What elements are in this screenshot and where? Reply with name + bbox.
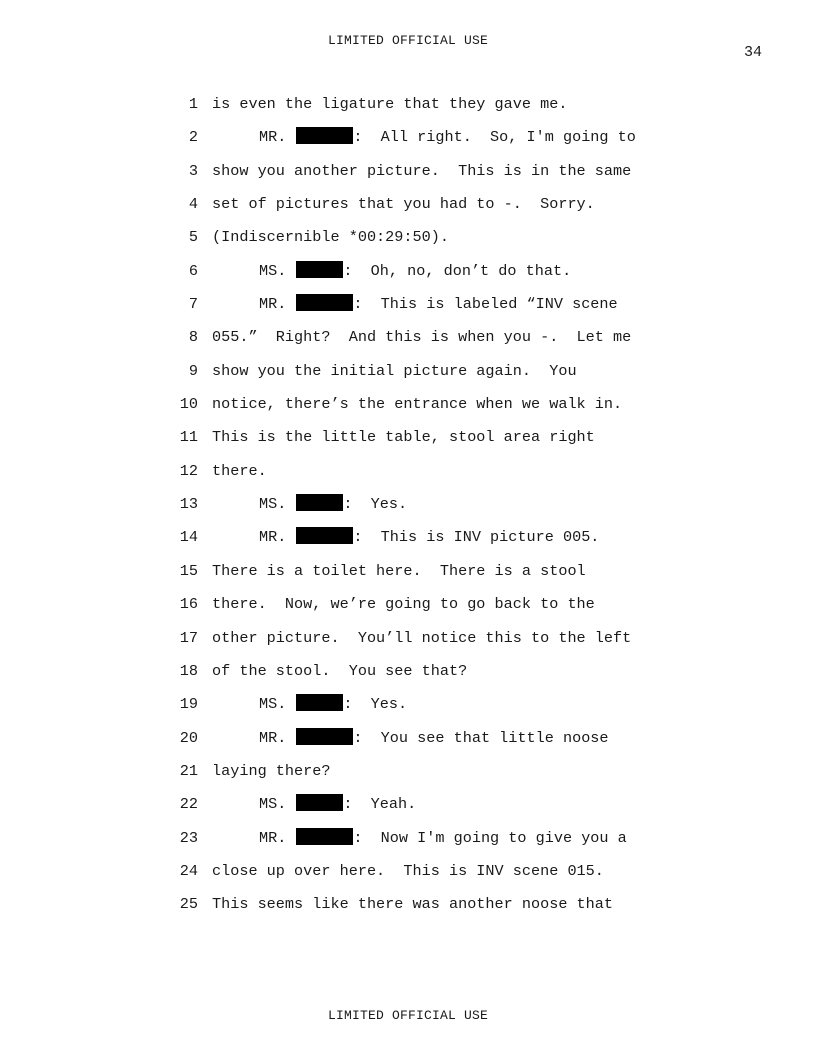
transcript-line: [0, 627, 816, 660]
line-number: 1: [188, 95, 198, 113]
speaker-label: MS.: [259, 261, 287, 280]
transcript-line: [0, 793, 816, 826]
page-number: 34: [743, 44, 762, 61]
line-content: : This is labeled “INV scene: [353, 295, 618, 314]
line-text: [259, 260, 571, 282]
line-number: 5: [188, 228, 198, 247]
line-content: This is the little table, stool area right: [212, 428, 595, 447]
transcript-line: [0, 226, 816, 259]
line-text: [212, 326, 631, 348]
speaker-label: MS.: [259, 695, 287, 714]
line-number: 18: [179, 661, 198, 680]
line-content: show you another picture. This is in the same: [212, 161, 632, 180]
speaker-label: MR.: [259, 828, 287, 847]
redaction-box: [296, 728, 353, 745]
transcript-line: [0, 160, 816, 193]
transcript-line: [0, 493, 816, 526]
transcript-line: [0, 893, 816, 926]
line-text: [212, 93, 567, 115]
transcript-line: [0, 260, 816, 293]
line-text: [212, 193, 595, 215]
speaker-label: MS.: [259, 495, 287, 514]
transcript-line: [0, 827, 816, 860]
speaker-label: MR.: [259, 528, 287, 547]
line-content: notice, there’s the entrance when we walk in.: [212, 395, 623, 414]
redaction-box: [296, 494, 343, 511]
line-number: 22: [179, 795, 198, 814]
transcript-line: [0, 293, 816, 326]
line-number: 16: [179, 595, 198, 614]
line-text: [259, 693, 407, 715]
line-text: [212, 226, 449, 248]
line-number: 15: [179, 561, 198, 580]
line-number: 4: [188, 195, 198, 214]
transcript-line: [0, 660, 816, 693]
line-text: [212, 460, 267, 482]
line-content: There is a toilet here. There is a stool: [212, 561, 586, 580]
transcript-body: [0, 93, 816, 927]
footer-marking: LIMITED OFFICIAL USE: [327, 1008, 489, 1023]
speaker-label: MS.: [259, 795, 287, 814]
line-content: show you the initial picture again. You: [212, 361, 577, 380]
line-text: [212, 160, 631, 182]
line-number: 12: [179, 461, 198, 480]
line-number: 9: [188, 361, 198, 380]
transcript-line: [0, 393, 816, 426]
line-text: [212, 560, 586, 582]
line-content: : Yes.: [343, 695, 408, 714]
line-text: [259, 493, 407, 515]
transcript-line: [0, 593, 816, 626]
line-content: set of pictures that you had to -. Sorry.: [212, 195, 595, 214]
line-number: 10: [179, 395, 198, 414]
redaction-box: [296, 127, 353, 144]
transcript-line: [0, 760, 816, 793]
line-content: laying there?: [212, 761, 331, 780]
line-text: [259, 293, 618, 315]
line-text: [212, 393, 622, 415]
line-content: 055.” Right? And this is when you -. Let me: [212, 328, 632, 347]
line-content: there. Now, we’re going to go back to the: [212, 595, 595, 614]
transcript-line: [0, 126, 816, 159]
header-marking: LIMITED OFFICIAL USE: [327, 33, 489, 48]
line-text: [259, 526, 599, 548]
line-content: This seems like there was another noose that: [212, 895, 614, 914]
line-number: 25: [179, 895, 198, 914]
redaction-box: [296, 828, 353, 845]
transcript-line: [0, 693, 816, 726]
transcript-line: [0, 727, 816, 760]
redaction-box: [296, 294, 353, 311]
line-content: other picture. You’ll notice this to the left: [212, 628, 632, 647]
transcript-line: [0, 360, 816, 393]
line-text: [212, 760, 330, 782]
redaction-box: [296, 527, 353, 544]
line-number: 17: [179, 628, 198, 647]
speaker-label: MR.: [259, 295, 287, 314]
line-number: 21: [179, 761, 198, 780]
line-number: 11: [179, 428, 198, 447]
transcript-line: [0, 860, 816, 893]
line-number: 19: [179, 695, 198, 714]
speaker-label: MR.: [259, 728, 287, 747]
line-number: 6: [188, 261, 198, 280]
line-number: 2: [188, 128, 198, 147]
line-content: there.: [212, 461, 267, 480]
transcript-line: [0, 526, 816, 559]
line-number: 13: [179, 495, 198, 514]
line-number: 3: [188, 161, 198, 180]
line-text: [212, 360, 577, 382]
line-number: 23: [179, 828, 198, 847]
line-text: [259, 793, 416, 815]
line-content: : This is INV picture 005.: [353, 528, 600, 547]
line-content: : Oh, no, don’t do that.: [343, 261, 572, 280]
line-text: [259, 126, 636, 148]
line-number: 14: [179, 528, 198, 547]
line-content: : You see that little noose: [353, 728, 609, 747]
line-content: : All right. So, I'm going to: [353, 128, 636, 147]
line-text: [212, 860, 604, 882]
line-text: [212, 660, 467, 682]
line-text: [212, 426, 595, 448]
speaker-label: MR.: [259, 128, 287, 147]
line-content: : Now I'm going to give you a: [353, 828, 627, 847]
line-content: : Yeah.: [343, 795, 417, 814]
redaction-box: [296, 261, 343, 278]
line-text: [259, 727, 609, 749]
redaction-box: [296, 794, 343, 811]
line-text: [212, 627, 631, 649]
line-number: 20: [179, 728, 198, 747]
redaction-box: [296, 694, 343, 711]
line-content: of the stool. You see that?: [212, 661, 468, 680]
line-text: [259, 827, 627, 849]
transcript-line: [0, 460, 816, 493]
line-number: 24: [179, 861, 198, 880]
transcript-line: [0, 93, 816, 126]
transcript-line: [0, 193, 816, 226]
line-content: : Yes.: [343, 495, 408, 514]
transcript-line: [0, 326, 816, 359]
line-text: [212, 893, 613, 915]
line-content: close up over here. This is INV scene 015.: [212, 861, 604, 880]
line-number: 8: [188, 328, 198, 347]
transcript-line: [0, 426, 816, 459]
line-text: [212, 593, 595, 615]
line-number: 7: [188, 295, 198, 314]
transcript-line: [0, 560, 816, 593]
line-content: is even the ligature that they gave me.: [212, 95, 568, 113]
line-content: (Indiscernible *00:29:50).: [212, 228, 449, 247]
